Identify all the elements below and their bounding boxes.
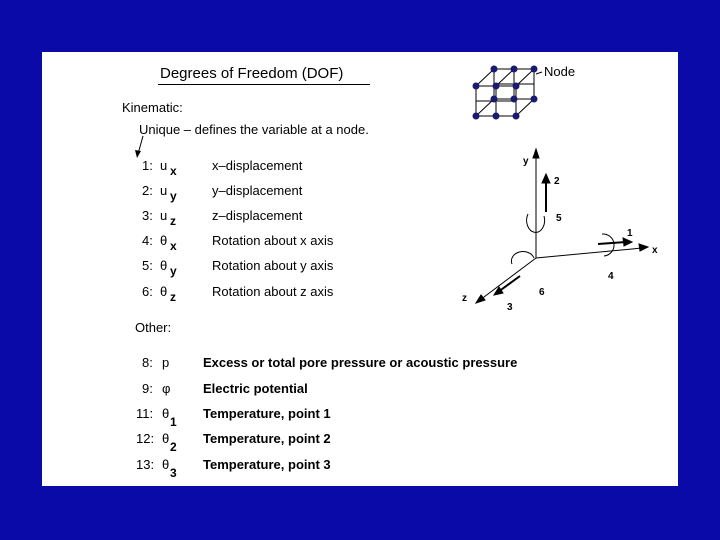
page-title: Degrees of Freedom (DOF) (160, 65, 344, 82)
dof-subscript: y (170, 189, 177, 203)
dof-subscript: z (170, 214, 176, 228)
dof-symbol: u (160, 183, 168, 198)
x-axis-label: x (652, 245, 658, 256)
dof-description: Rotation about x axis (212, 233, 334, 248)
dof-subscript: x (170, 164, 177, 178)
kinematic-subtitle: Unique – defines the variable at a node. (139, 122, 369, 137)
dof-4-label: 4 (608, 271, 614, 282)
dof-number: 3: (142, 208, 153, 223)
dof-description: y–displacement (212, 183, 303, 198)
dof-subscript: y (170, 264, 177, 278)
dof-number: 6: (142, 284, 153, 299)
z-axis-label: z (462, 293, 467, 304)
dof-number: 9: (142, 381, 153, 396)
dof-number: 11: (136, 406, 154, 421)
dof-number: 13: (136, 457, 155, 472)
dof-symbol: θ (160, 284, 168, 299)
dof-number: 8: (142, 355, 153, 370)
dof-symbol: θ (160, 233, 168, 248)
dof-subscript: 1 (170, 415, 177, 429)
dof-description: Rotation about y axis (212, 258, 334, 273)
dof-description: z–displacement (212, 208, 303, 223)
dof-description: Rotation about z axis (212, 284, 334, 299)
dof-symbol: θ (162, 406, 170, 421)
dof-subscript: 3 (170, 466, 177, 480)
dof-3-label: 3 (507, 302, 513, 313)
dof-description: Temperature, point 1 (203, 406, 331, 421)
dof-description: Temperature, point 2 (203, 431, 331, 446)
dof-1-label: 1 (627, 228, 633, 239)
dof-description: Electric potential (203, 381, 308, 396)
dof-symbol: θ (162, 457, 170, 472)
node-label: Node (544, 64, 576, 79)
dof-2-label: 2 (554, 176, 560, 187)
kinematic-heading: Kinematic: (122, 100, 183, 115)
dof-symbol: u (160, 158, 168, 173)
dof-number: 4: (142, 233, 153, 248)
dof-symbol: θ (160, 258, 168, 273)
dof-description: Excess or total pore pressure or acoustic pressure (203, 355, 518, 370)
dof-description: Temperature, point 3 (203, 457, 331, 472)
dof-subscript: x (170, 239, 177, 253)
dof-symbol: θ (162, 431, 170, 446)
dof-subscript: z (170, 290, 176, 304)
dof-subscript: 2 (170, 440, 177, 454)
dof-description: x–displacement (212, 158, 303, 173)
dof-number: 12: (136, 431, 155, 446)
slide (42, 52, 678, 486)
y-axis-label: y (523, 156, 529, 167)
dof-number: 1: (142, 158, 153, 173)
dof-number: 5: (142, 258, 153, 273)
dof-symbol: u (160, 208, 168, 223)
other-heading: Other: (135, 320, 172, 335)
dof-symbol: φ (162, 381, 171, 396)
dof-symbol: p (162, 355, 170, 370)
dof-6-label: 6 (539, 287, 545, 298)
dof-5-label: 5 (556, 213, 562, 224)
dof-number: 2: (142, 183, 153, 198)
